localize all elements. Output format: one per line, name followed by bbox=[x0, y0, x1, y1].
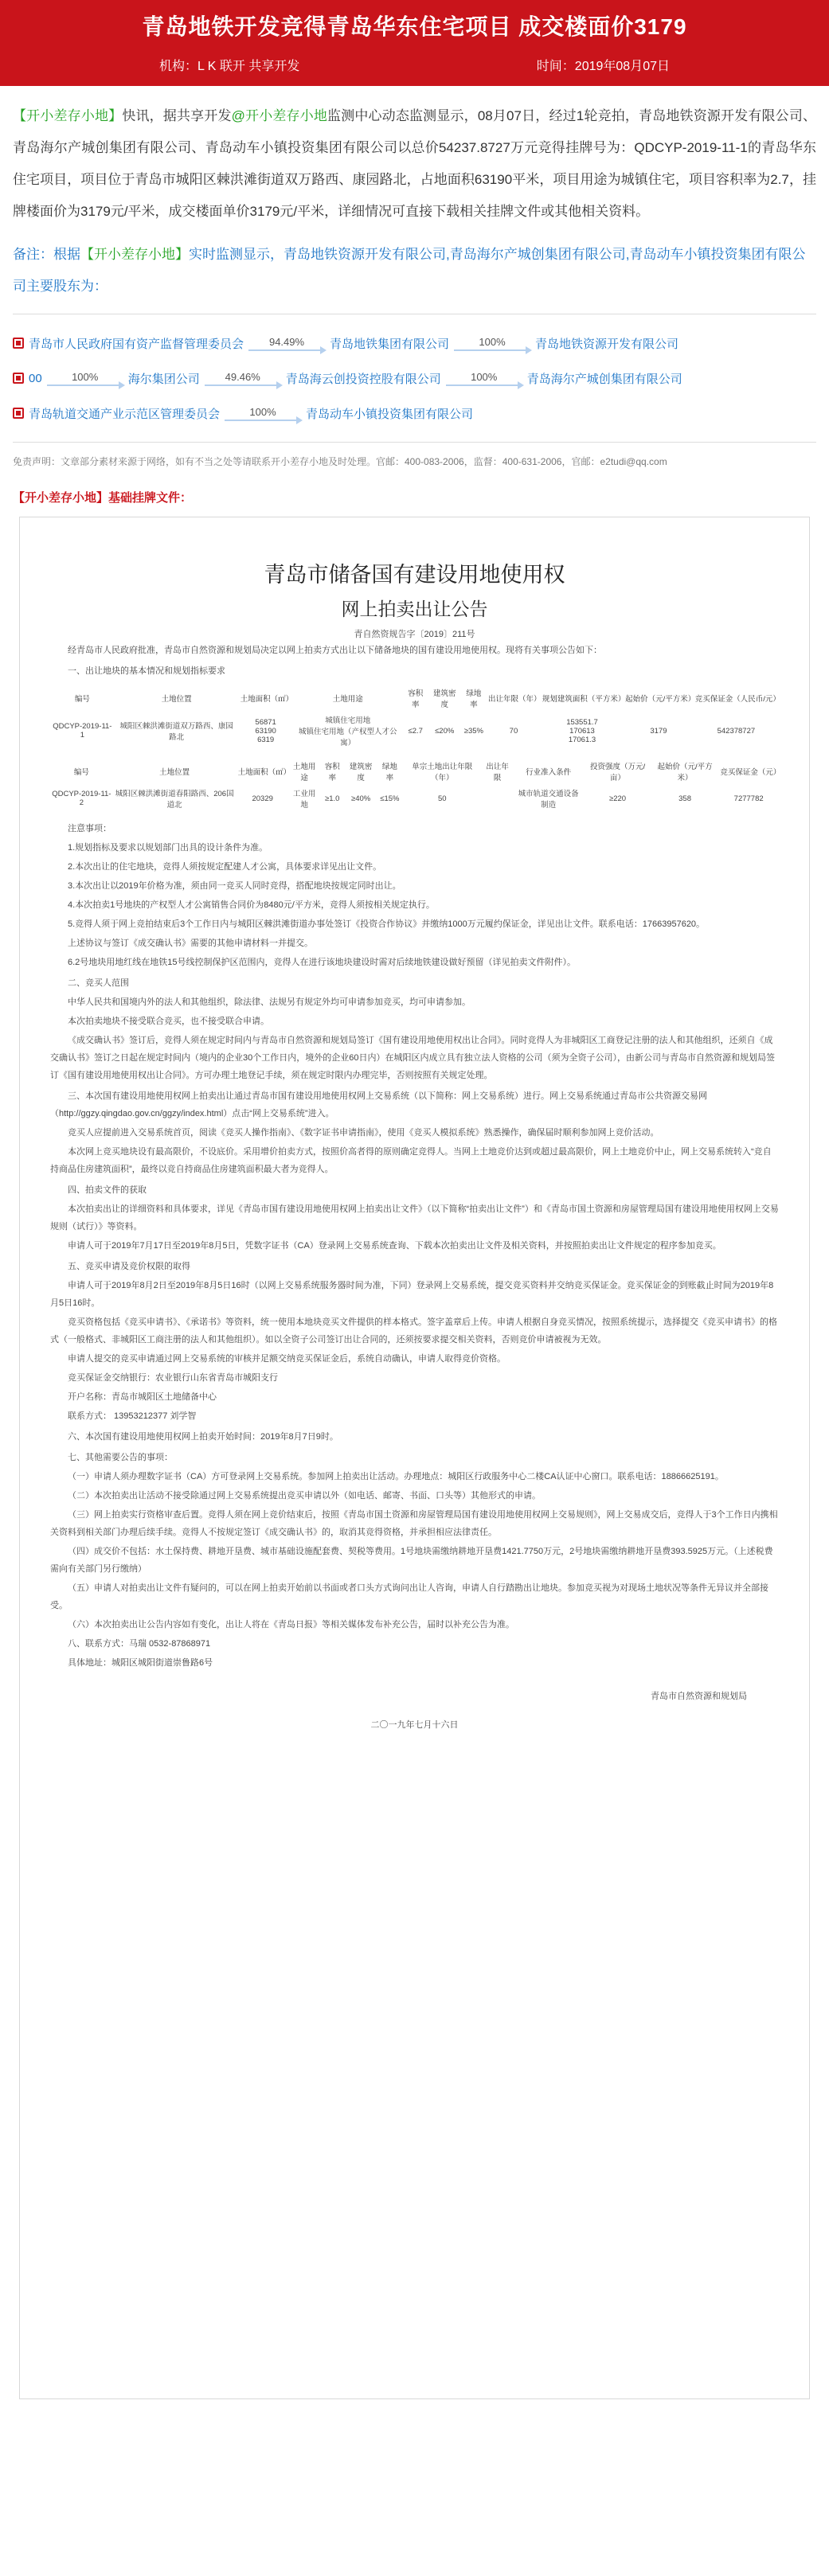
table-cell: 工业用地 bbox=[292, 790, 316, 810]
table-header-row bbox=[50, 685, 779, 712]
doc-paragraph: 具体地址：城阳区城阳街道崇鲁路6号 bbox=[68, 1658, 213, 1668]
table-cell bbox=[541, 712, 624, 750]
expand-icon[interactable] bbox=[13, 338, 24, 349]
share-percent: 49.46% bbox=[225, 370, 260, 383]
share-arrow bbox=[446, 371, 522, 386]
brand-tag: 【开小差存小地】 bbox=[13, 108, 123, 123]
note-text-1: 备注：根据 bbox=[13, 247, 80, 262]
table-cell: 17061.3 bbox=[568, 735, 596, 744]
table-header-cell: 土地位置 bbox=[161, 695, 192, 704]
table-cell: 50 bbox=[438, 794, 447, 803]
doc-paragraph: 本次拍卖地块不接受联合竞买，也不接受联合申请。 bbox=[68, 1017, 269, 1026]
table-cell: 城镇住宅用地 bbox=[325, 716, 371, 725]
table-cell bbox=[482, 785, 513, 812]
doc-paragraph: 上述协议与签订《成交确认书》需要的其他申请材料一并提交。 bbox=[68, 939, 313, 948]
table-cell: 542378727 bbox=[717, 726, 756, 736]
doc-paragraph: 申请人可于2019年7月17日至2019年8月5日，凭数字证书（CA）登录网上交易系统查询、下载本次拍卖出让文件及相关资料，并按照拍卖出让文件规定的程序参加竞买。 bbox=[68, 1241, 721, 1251]
table-header-cell: 编号 bbox=[73, 768, 89, 777]
intro-text-2: 监测中心动态监测显示，08月07日，经过1轮竞拍，青岛地铁资源开发有限公司、青岛海尔产城创集团有限公司、青岛动车小镇投资集团有限公司以总价54237.8727万元竞得挂牌号为：QDCYP-2019-11-1的青岛华东住宅项目，项目位于青岛市城阳区棘洪滩街道双万路西、康园路北，占地面积63190平米，项目用途为城镇住宅，项目容积率为2.7，挂牌楼面价为3179元/平米，成交楼面单价3179元/平米，详细情况可直接下载相关挂牌文件或其他相关资料。 bbox=[13, 108, 817, 219]
table-cell: 358 bbox=[678, 794, 691, 803]
article-time: 时间：2019年08月07日 bbox=[536, 60, 670, 73]
doc-opening: 经青岛市人民政府批准，青岛市自然资源和规划局决定以网上拍卖方式出让以下储备地块的国有建设用地使用权。现将有关事项公告如下： bbox=[68, 646, 602, 655]
table-cell: ≥220 bbox=[608, 794, 627, 803]
table-header-cell: 出让年限 bbox=[486, 763, 509, 783]
shareholder-chain bbox=[13, 361, 816, 396]
arrow-icon bbox=[454, 349, 530, 351]
table-cell: 70 bbox=[509, 726, 518, 736]
table-cell: 城阳区棘洪滩街道双万路西、康园路北 bbox=[119, 722, 233, 742]
doc-section-6: 六、本次国有建设用地使用权网上拍卖开始时间：2019年8月7日9时。 bbox=[68, 1432, 338, 1442]
shareholder-chains bbox=[13, 326, 816, 431]
doc-number: 青自然资规告字〔2019〕211号 bbox=[354, 630, 475, 639]
table-cell: 20329 bbox=[252, 794, 273, 803]
doc-paragraph: （二）本次拍卖出让活动不接受除通过网上交易系统提出竞买申请以外（如电话、邮寄、书面、口头等）其他形式的申请。 bbox=[68, 1491, 541, 1501]
table-header-cell: 建筑密度 bbox=[349, 763, 373, 783]
doc-paragraph: （四）成交价不包括：水土保持费、耕地开垦费、城市基础设施配套费、契税等费用。1号地块需缴纳耕地开垦费1421.7750万元，2号地块需缴纳耕地开垦费393.5925万元。（上述税费需向有关部门另行缴纳） bbox=[50, 1547, 773, 1574]
article-meta bbox=[0, 41, 829, 74]
doc-subtitle: 网上拍卖出让公告 bbox=[341, 599, 488, 620]
share-arrow bbox=[248, 336, 325, 351]
table-cell: ≤20% bbox=[435, 726, 455, 736]
company-link[interactable]: 青岛轨道交通产业示范区管理委员会 bbox=[29, 407, 221, 421]
doc-paragraph: （五）申请人对拍卖出让文件有疑问的，可以在网上拍卖开始前以书面或者口头方式询问出让人咨询，申请人自行踏勘出让地块。参加竞买视为对现场土地状况等条件无异议并全部接受。 bbox=[50, 1583, 768, 1610]
arrow-icon bbox=[47, 384, 123, 386]
doc-paragraph: 申请人可于2019年8月2日至2019年8月5日16时（以网上交易系统服务器时间为准，下同）登录网上交易系统，提交竞买资料并交纳竞买保证金。竞买保证金的到账截止时间为2019年8月5日16时。 bbox=[50, 1281, 774, 1308]
arrow-icon bbox=[205, 384, 281, 386]
disclaimer: 免责声明：文章部分素材来源于网络，如有不当之处等请联系开小差存小地及时处理。官邮：400-083-2006，监督：400-631-2006，官邮：e2tudi@qq.com bbox=[13, 456, 667, 467]
table-cell bbox=[293, 712, 403, 750]
share-percent: 100% bbox=[471, 370, 498, 383]
table-cell: 6319 bbox=[257, 735, 275, 744]
table-cell: 城镇住宅用地（产权型人才公寓） bbox=[298, 728, 397, 747]
doc-paragraph: 《成交确认书》签订后，竞得人须在规定时间内与青岛市自然资源和规划局签订《国有建设用地使用权出让合同》。同时竞得人为非城阳区工商登记注册的法人和其他组织，还须自《成交确认书》签订之日起在规定时间内（境内的企业30个工作日内，境外的企业60日内）在城阳区内成立具有独立法人资格的公司（须为全资子公司），由新公司与青岛市自然资源和规划局签订《国有建设用地使用权出让合同》。方可办理土地登记手续，须在规定时限内办理完毕，否则按照有关规定处理。 bbox=[50, 1036, 775, 1080]
table-header-cell: 土地用途 bbox=[332, 695, 363, 704]
table-header-row bbox=[50, 758, 779, 785]
table-header-cell: 土地用途 bbox=[292, 763, 316, 783]
company-link[interactable]: 青岛地铁集团有限公司 bbox=[330, 337, 450, 351]
land-table-2 bbox=[50, 758, 779, 812]
table-header-cell: 出让年限（年） bbox=[487, 695, 542, 704]
share-arrow bbox=[47, 371, 123, 386]
table-cell: 3179 bbox=[650, 726, 667, 736]
table-header-cell: 行业准入条件 bbox=[526, 768, 572, 777]
table-header-cell: 竞买保证金（元） bbox=[720, 768, 781, 777]
share-percent: 100% bbox=[72, 370, 99, 383]
doc-paragraph: 竞买保证金交纳银行：农业银行山东省青岛市城阳支行 bbox=[68, 1373, 278, 1383]
table-header-cell: 编号 bbox=[74, 695, 90, 704]
doc-date: 二〇一九年七月十六日 bbox=[370, 1720, 459, 1730]
table-header-cell: 土地位置 bbox=[159, 768, 190, 777]
doc-title: 青岛市储备国有建设用地使用权 bbox=[264, 563, 565, 587]
company-link[interactable]: 青岛海尔产城创集团有限公司 bbox=[526, 372, 682, 386]
table-cell: 城阳区棘洪滩街道春阳路西、206国道北 bbox=[115, 790, 234, 810]
table-cell: ≤2.7 bbox=[408, 726, 423, 736]
doc-section-7-body bbox=[50, 1468, 779, 1672]
table-cell: ≥35% bbox=[463, 726, 483, 736]
table-cell: 56871 bbox=[255, 717, 276, 727]
doc-notes-label: 注意事项： bbox=[68, 824, 111, 833]
intro-paragraph bbox=[13, 100, 816, 228]
doc-paragraph: 联系方式： 13953212377 刘学智 bbox=[68, 1411, 197, 1421]
doc-section-2: 二、竞买人范围 bbox=[68, 978, 129, 988]
doc-signature: 青岛市自然资源和规划局 bbox=[651, 1692, 747, 1701]
divider bbox=[13, 442, 816, 443]
arrow-icon bbox=[248, 349, 325, 351]
table-row bbox=[50, 712, 779, 750]
section-title: 【开小差存小地】基础挂牌文件： bbox=[13, 491, 193, 505]
table-header-cell: 容积率 bbox=[324, 763, 340, 783]
share-percent: 100% bbox=[479, 335, 506, 348]
doc-paragraph: 6.2号地块用地红线在地铁15号线控制保护区范围内，竞得人在进行该地块建设时需对后续地铁建设做好预留（详见拍卖文件附件）。 bbox=[68, 958, 577, 967]
doc-section-4-body bbox=[50, 1200, 779, 1255]
doc-section-3-body bbox=[50, 1124, 779, 1178]
table-cell: ≥40% bbox=[351, 794, 371, 803]
doc-paragraph: 1.规划指标及要求以规划部门出具的设计条件为准。 bbox=[68, 843, 268, 853]
doc-notes bbox=[50, 839, 779, 971]
doc-paragraph: 本次拍卖出让的详细资料和具体要求，详见《青岛市国有建设用地使用权网上拍卖出让文件》（以下简称“拍卖出让文件”）和《青岛市国土资源和房屋管理局国有建设用地使用权网上交易规则（试行）》等资料。 bbox=[50, 1204, 779, 1231]
company-link[interactable]: 青岛海云创投资控股有限公司 bbox=[285, 372, 441, 386]
doc-section-2-body bbox=[50, 993, 779, 1084]
doc-paragraph: 竞买人应提前进入交易系统首页，阅读《竞买人操作指南》、《数字证书申请指南》，使用《竞买人模拟系统》熟悉操作，确保届时顺利参加网上竞价活动。 bbox=[68, 1128, 659, 1138]
table-cell: 153551.7 bbox=[566, 717, 598, 727]
company-link[interactable]: 海尔集团公司 bbox=[127, 372, 200, 386]
note-brand-tag: 【开小差存小地】 bbox=[80, 247, 189, 262]
table-row bbox=[50, 785, 779, 812]
table-cell: 城市轨道交通设备制造 bbox=[518, 790, 579, 810]
doc-section-3: 三、本次国有建设用地使用权网上拍卖出让通过青岛市国有建设用地使用权网上交易系统（以下简称：网上交易系统）进行。网上交易系统通过青岛市公共资源交易网（http://ggzy.qingdao.gov.cn/ggzy/index.html）点击“网上交易系统”进入。 bbox=[50, 1091, 707, 1118]
doc-section-5: 五、竞买申请及竞价权限的取得 bbox=[68, 1262, 190, 1271]
brand-handle[interactable]: @开小差存小地 bbox=[231, 108, 328, 123]
table-cell: 63190 bbox=[255, 726, 276, 736]
intro-text-1: 快讯，据共享开发 bbox=[122, 108, 232, 123]
doc-section-4: 四、拍卖文件的获取 bbox=[68, 1185, 147, 1195]
doc-paragraph: 2.本次出让的住宅地块，竞得人须按规定配建人才公寓，具体要求详见出让文件。 bbox=[68, 862, 382, 872]
article-title: 青岛地铁开发竞得青岛华东住宅项目 成交楼面价3179 bbox=[142, 14, 687, 39]
doc-paragraph: 本次网上竞买地块设有最高限价，不设底价。采用增价拍卖方式，按照价高者得的原则确定竞得人。当网上土地竞价达到或超过最高限价，网上土地竞价中止，网上交易系统转入“竞自持商品住房建筑面积”，最终以竞自持商品住房建筑面积最大者为竞得人。 bbox=[50, 1147, 772, 1174]
company-link[interactable]: 青岛地铁资源开发有限公司 bbox=[535, 337, 679, 351]
doc-paragraph: 中华人民共和国境内外的法人和其他组织，除法律、法规另有规定外均可申请参加竞买，均可申请参加。 bbox=[68, 997, 471, 1007]
doc-section-7: 七、其他需要公告的事项： bbox=[68, 1453, 173, 1462]
expand-icon[interactable] bbox=[13, 408, 24, 419]
article-org: 机构：L K 联开 共享开发 bbox=[159, 60, 300, 73]
arrow-icon bbox=[225, 420, 301, 421]
doc-paragraph: （六）本次拍卖出让公告内容如有变化，出让人将在《青岛日报》等相关媒体发布补充公告，届时以补充公告为准。 bbox=[68, 1620, 514, 1630]
table-header-cell: 容积率 bbox=[408, 689, 424, 709]
table-header-cell: 投资强度（万元/亩） bbox=[589, 763, 646, 783]
table-cell: ≤15% bbox=[380, 794, 400, 803]
doc-paragraph: （一）申请人须办理数字证书（CA）方可登录网上交易系统。参加网上拍卖出让活动。办理地点：城阳区行政服务中心二楼CA认证中心窗口。联系电话：18866625191。 bbox=[68, 1472, 724, 1481]
doc-paragraph: 3.本次出让以2019年价格为准，须由同一竞买人同时竞得，搭配地块按规定同时出让。 bbox=[68, 881, 401, 891]
doc-paragraph: 5.竞得人须于网上竞拍结束后3个工作日内与城阳区棘洪滩街道办事处签订《投资合作协议》并缴纳1000万元履约保证金，详见出让文件。联系电话：17663957620。 bbox=[68, 919, 706, 929]
table-cell: QDCYP-2019-11-2 bbox=[52, 790, 111, 807]
table-header-cell: 单宗土地出让年限（年） bbox=[412, 763, 473, 783]
note-text-2: 实时监测显示，青岛地铁资源开发有限公司,青岛海尔产城创集团有限公司,青岛动车小镇投资集团有限公司主要股东为： bbox=[13, 247, 806, 294]
table-header-cell: 建筑密度 bbox=[432, 689, 456, 709]
table-header-cell: 土地面积（㎡） bbox=[240, 695, 294, 704]
table-header-cell: 绿地率 bbox=[466, 689, 482, 709]
table-header-cell: 绿地率 bbox=[381, 763, 397, 783]
article-body bbox=[0, 100, 829, 2399]
table-cell bbox=[239, 712, 293, 750]
company-link[interactable]: 00 bbox=[29, 371, 42, 385]
share-percent: 100% bbox=[249, 405, 276, 418]
doc-paragraph: 4.本次拍卖1号地块的产权型人才公寓销售合同价为8480元/平方米，竞得人须按相关规定执行。 bbox=[68, 900, 435, 910]
company-link[interactable]: 青岛市人民政府国有资产监督管理委员会 bbox=[29, 337, 244, 351]
table-cell: QDCYP-2019-11-1 bbox=[53, 722, 112, 740]
table-header-cell: 规划建筑面积（平方米） bbox=[542, 695, 626, 704]
arrow-icon bbox=[446, 384, 522, 386]
doc-section-5-body bbox=[50, 1277, 779, 1425]
shareholder-chain bbox=[13, 396, 816, 431]
shareholder-note bbox=[13, 239, 816, 302]
doc-paragraph: 八、联系方式：马瑞 0532-87868971 bbox=[68, 1639, 211, 1649]
doc-paragraph: （三）网上拍卖实行资格审查后置。竞得人须在网上竞价结束后，按照《青岛市国土资源和房屋管理局国有建设用地使用权网上交易规则》，网上交易成交后，竞得人于3个工作日内携相关资料到相关部门办理后续手续。竞得人不按规定签订《成交确认书》的，取消其竞得资格，并承担相应法律责任。 bbox=[50, 1510, 778, 1537]
doc-paragraph: 申请人提交的竞买申请通过网上交易系统的审核并足额交纳竞买保证金后，系统自动确认，申请人取得竞价资格。 bbox=[68, 1354, 506, 1364]
article-header bbox=[0, 0, 829, 86]
table-header-cell: 竞买保证金（人民币/元） bbox=[694, 695, 780, 704]
listing-document bbox=[19, 517, 810, 2399]
table-header-cell: 土地面积（㎡） bbox=[237, 768, 291, 777]
land-table-1 bbox=[50, 685, 779, 750]
share-arrow bbox=[225, 406, 301, 421]
shareholder-chain bbox=[13, 326, 816, 361]
share-arrow bbox=[205, 371, 281, 386]
doc-section-1: 一、出让地块的基本情况和规划指标要求 bbox=[68, 666, 225, 676]
company-link[interactable]: 青岛动车小镇投资集团有限公司 bbox=[306, 407, 474, 421]
share-percent: 94.49% bbox=[268, 335, 305, 348]
table-header-cell: 起始价（元/平方米） bbox=[625, 695, 696, 704]
table-cell: ≥1.0 bbox=[325, 794, 340, 803]
doc-paragraph: 竞买资格包括《竞买申请书》、《承诺书》等资料，统一使用本地块竞买文件提供的样本格式。签字盖章后上传。申请人根据自身竞买情况，按照系统提示，选择提交《竞买申请书》的格式（一般格式、非城阳区工商注册的法人和其他组织）。如以全资子公司签订出让合同的，还须按要求提交相关资料，否则竞价申请被视为无效。 bbox=[50, 1317, 777, 1345]
doc-paragraph: 开户名称：青岛市城阳区土地储备中心 bbox=[68, 1392, 217, 1402]
table-cell: 170613 bbox=[569, 726, 595, 736]
table-header-cell: 起始价（元/平方米） bbox=[657, 763, 713, 783]
share-arrow bbox=[454, 336, 530, 351]
table-cell: 7277782 bbox=[733, 794, 764, 803]
expand-icon[interactable] bbox=[13, 373, 24, 384]
